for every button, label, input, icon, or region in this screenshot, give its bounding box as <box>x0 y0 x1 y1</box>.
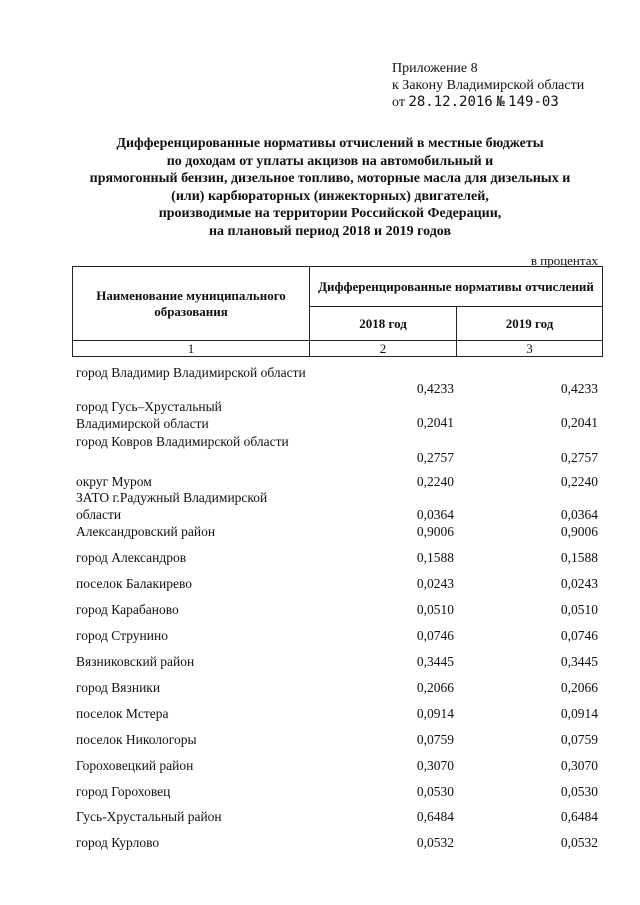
value-2018: 0,6484 <box>416 809 454 824</box>
value-2019: 0,0532 <box>560 835 598 850</box>
municipality-name: город Гороховец <box>76 784 171 799</box>
title-line: на плановый период 2018 и 2019 годов <box>208 223 452 239</box>
value-2018: 0,0746 <box>416 628 454 643</box>
value-2018: 0,0914 <box>416 706 454 721</box>
appendix-num-sign: № <box>496 94 505 110</box>
municipality-name: поселок Мстера <box>76 706 169 721</box>
appendix-prefix: от <box>392 95 405 110</box>
municipality-name: город Струнино <box>76 628 168 643</box>
title-line: по доходам от уплаты акцизов на автомобильный и <box>166 153 494 169</box>
municipality-name: город Александров <box>76 550 187 565</box>
value-2019: 0,2066 <box>560 680 598 695</box>
appendix-number: Приложение 8 <box>392 61 478 76</box>
value-2018: 0,3070 <box>416 758 454 773</box>
value-2019: 0,0510 <box>560 602 598 617</box>
appendix-date-line <box>392 94 584 111</box>
value-2018: 0,2240 <box>416 474 454 489</box>
municipality-name: город Курлово <box>76 835 160 850</box>
title-line: производимые на территории Российской Федерации, <box>158 206 502 221</box>
column-number-2: 2 <box>310 341 457 357</box>
municipality-name: округ Муром <box>76 474 152 489</box>
municipality-name: город Владимир Владимирской области <box>76 365 306 380</box>
municipality-name: Вязниковский район <box>76 654 195 669</box>
value-2018: 0,0510 <box>416 602 454 617</box>
value-2018: 0,0243 <box>416 576 454 591</box>
appendix-law-ref: к Закону Владимирской области <box>392 78 585 93</box>
header-normatives: Дифференцированные нормативы отчислений <box>310 267 603 307</box>
header-2018: 2018 год <box>310 307 457 341</box>
municipality-name: Гороховецкий район <box>76 758 194 773</box>
value-2019: 0,2240 <box>560 474 598 489</box>
value-2018: 0,1588 <box>416 550 454 565</box>
appendix-date: 28.12.2016 <box>408 94 493 110</box>
value-2019: 0,3070 <box>560 758 598 773</box>
title-line: Дифференцированные нормативы отчислений в местные бюджеты <box>116 136 544 151</box>
value-2019: 0,0530 <box>560 784 598 799</box>
municipality-name: Гусь-Хрустальный район <box>76 809 222 824</box>
municipality-name: город Гусь–Хрустальный Владимирской области <box>76 399 222 431</box>
municipality-name: город Карабаново <box>76 602 179 617</box>
header-municipality: Наименование муниципального образования <box>73 267 310 341</box>
value-2019: 0,0746 <box>560 628 598 643</box>
municipality-name: поселок Никологоры <box>76 732 197 747</box>
value-2019: 0,0364 <box>560 507 598 522</box>
header-2019: 2019 год <box>457 307 603 341</box>
value-2018: 0,9006 <box>416 524 454 539</box>
title-line: (или) карбюраторных (инжекторных) двигателей, <box>171 188 489 204</box>
column-number-3: 3 <box>457 341 603 357</box>
value-2018: 0,2066 <box>416 680 454 695</box>
municipality-name: Александровский район <box>76 524 216 539</box>
value-2019: 0,0243 <box>560 576 598 591</box>
value-2018: 0,2041 <box>416 415 454 430</box>
value-2018: 0,0364 <box>416 507 454 522</box>
value-2018: 0,2757 <box>416 450 454 465</box>
value-2018: 0,0532 <box>416 835 454 850</box>
value-2018: 0,0759 <box>416 732 454 747</box>
value-2019: 0,2757 <box>560 450 598 465</box>
title-line: прямогонный бензин, дизельное топливо, моторные масла для дизельных и <box>89 171 571 186</box>
unit-label: в процентах <box>530 253 598 268</box>
value-2018: 0,0530 <box>416 784 454 799</box>
value-2019: 0,3445 <box>560 654 598 669</box>
table-header <box>72 266 603 357</box>
value-2019: 0,0914 <box>560 706 598 721</box>
value-2019: 0,6484 <box>560 809 598 824</box>
value-2019: 0,2041 <box>560 415 598 430</box>
document-title <box>40 135 620 240</box>
value-2019: 0,9006 <box>560 524 598 539</box>
appendix-header <box>392 60 584 111</box>
municipality-name: город Ковров Владимирской области <box>76 434 289 449</box>
municipality-name: поселок Балакирево <box>76 576 193 591</box>
column-number-1: 1 <box>73 341 310 357</box>
value-2019: 0,4233 <box>560 381 598 396</box>
value-2019: 0,0759 <box>560 732 598 747</box>
municipality-name: ЗАТО г.Радужный Владимирской области <box>76 490 268 522</box>
municipality-name: город Вязники <box>76 680 161 695</box>
value-2018: 0,4233 <box>416 381 454 396</box>
value-2018: 0,3445 <box>416 654 454 669</box>
value-2019: 0,1588 <box>560 550 598 565</box>
appendix-law-number: 149-03 <box>508 94 559 110</box>
